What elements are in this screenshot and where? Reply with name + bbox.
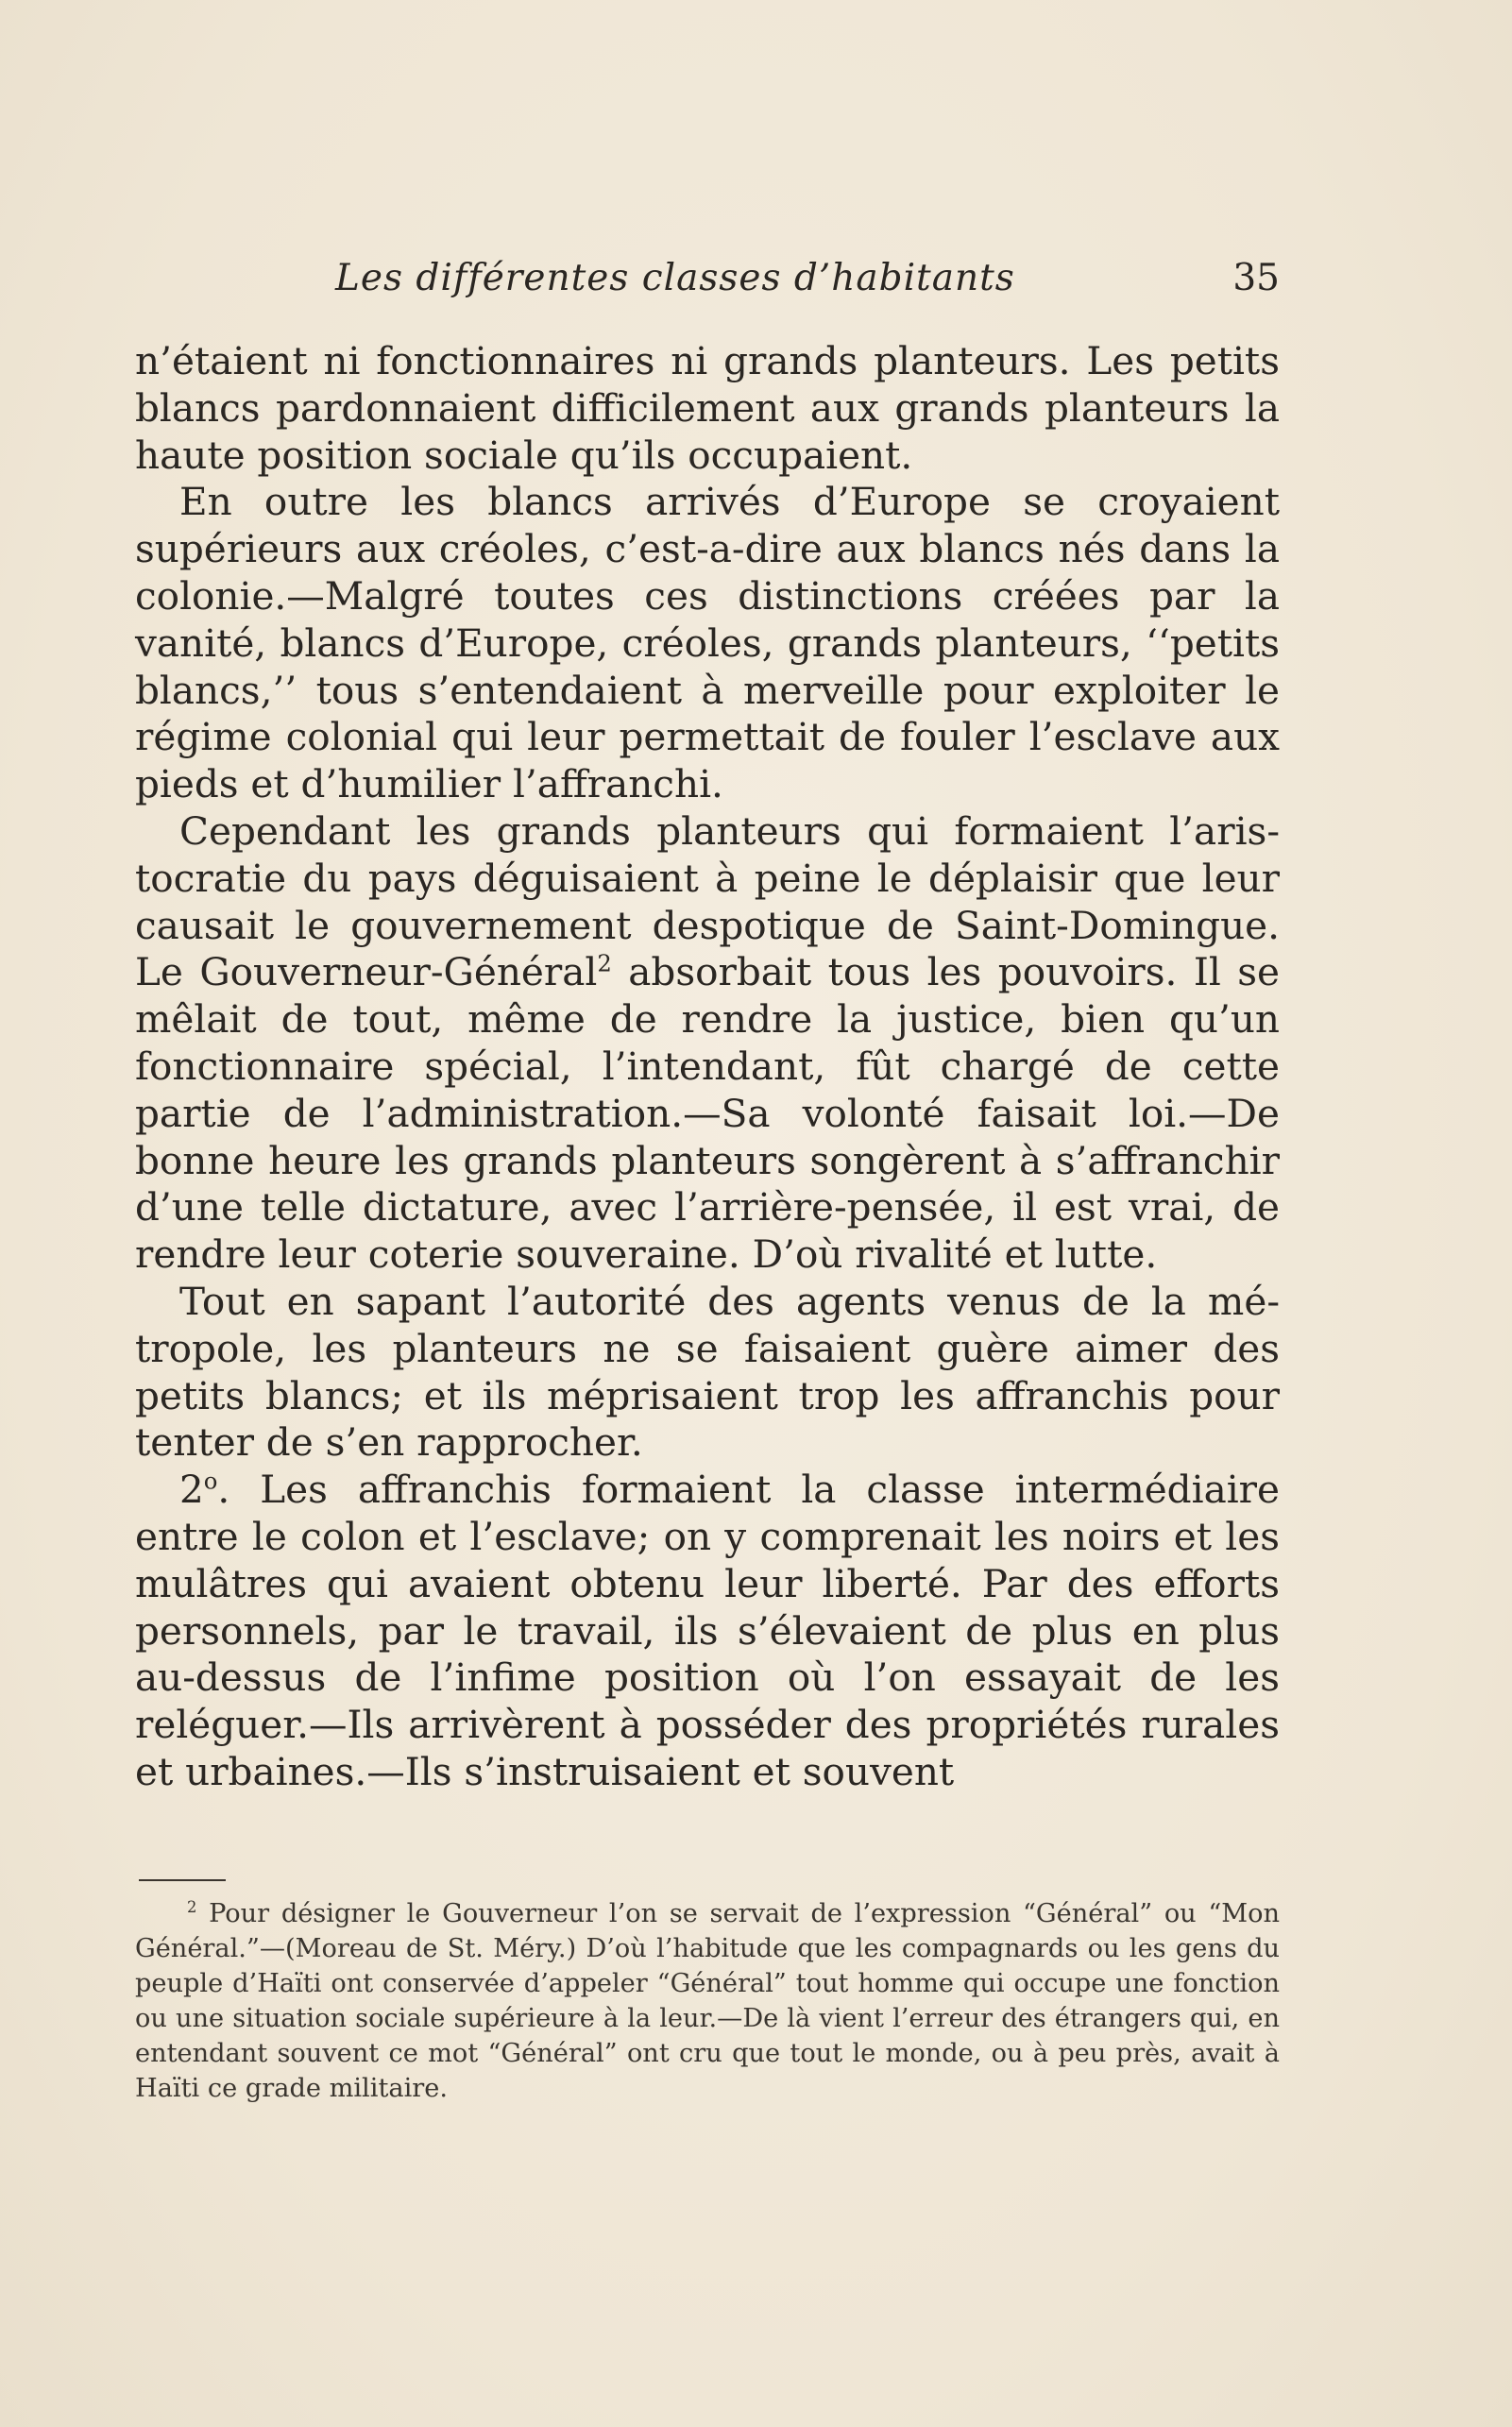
degree-sign: o: [203, 1467, 218, 1495]
body-text: [135, 338, 1280, 1796]
section-number: 2: [179, 1467, 204, 1513]
paragraph-3-text-a: Cependant les grands planteurs qui formaient l’aristocratie du pays déguisaient à peine le déplaisir que leur causait le gouvernement despotique de Saint-Domingue. Le Gouverneur-Général: [135, 807, 1280, 995]
footnote-ref-2: 2: [597, 949, 612, 977]
page-number: 35: [1232, 257, 1280, 299]
footnote-2: [135, 1896, 1280, 2106]
paragraph-4: Tout en sapant l’autorité des agents venus de la métropole, les planteurs ne se faisaient guère aimer des petits blancs; et ils méprisaient trop les affranchis pour tenter de s’en rapprocher.: [135, 1278, 1280, 1466]
footnote-marker: 2: [187, 1897, 197, 1916]
paragraph-2: En outre les blancs arrivés d’Europe se croyaient supérieurs aux créoles, c’est-a-dire aux blancs nés dans la colonie.—Malgré toutes ces distinctions créées par la vanité, blancs d’Europe, créoles, grands planteurs, ‘‘petits blancs,’’ tous s’entendaient à merveille pour exploiter le régime colonial qui leur permettait de fouler l’esclave aux pieds et d’humilier l’affranchi.: [135, 479, 1280, 807]
footnote-rule: [139, 1879, 226, 1881]
running-title: Les différentes classes d’habitants: [335, 257, 1015, 299]
paragraph-5: [135, 1467, 1280, 1796]
paragraph-5-text: . Les affranchis formaient la classe intermédiaire entre le colon et l’esclave; on y comprenait les noirs et les mulâtres qui avaient obtenu leur liberté. Par des efforts personnels, par le travail, ils s’élevaient de plus en plus au-dessus de l’infime position où l’on essayait de les reléguer.—Ils arrivèrent à posséder des propriétés rurales et urbaines.—Ils s’instruisaient et souvent: [135, 1467, 1280, 1794]
paragraph-3-text-b: absorbait tous les pouvoirs. Il se mêlait de tout, même de rendre la justice, bien qu’un fonctionnaire spécial, l’intendant, fût chargé de cette partie de l’administration.—Sa volonté faisait loi.—De bonne heure les grands planteurs songèrent à s’affranchir d’une telle dictature, avec l’arrière-pensée, il est vrai, de rendre leur coterie souveraine. D’où rivalité et lutte.: [135, 949, 1280, 1278]
paragraph-1: n’étaient ni fonctionnaires ni grands planteurs. Les petits blancs pardonnaient difficilement aux grands planteurs la haute position sociale qu’ils occupaient.: [135, 338, 1280, 478]
paragraph-3: [135, 808, 1280, 1279]
running-head: [137, 257, 1280, 314]
footnote-text: Pour désigner le Gouverneur l’on se servait de l’expression “Général” ou “Mon Général.”—(Moreau de St. Méry.) D’où l’habitude que les compagnards ou les gens du peuple d’Haïti ont conservée d’appeler “Général” tout homme qui occupe une fonction ou une situation sociale supérieure à la leur.—De là vient l’erreur des étrangers qui, en entendant souvent ce mot “Général” ont cru que tout le monde, ou à peu près, avait à Haïti ce grade militaire.: [135, 1899, 1280, 2103]
